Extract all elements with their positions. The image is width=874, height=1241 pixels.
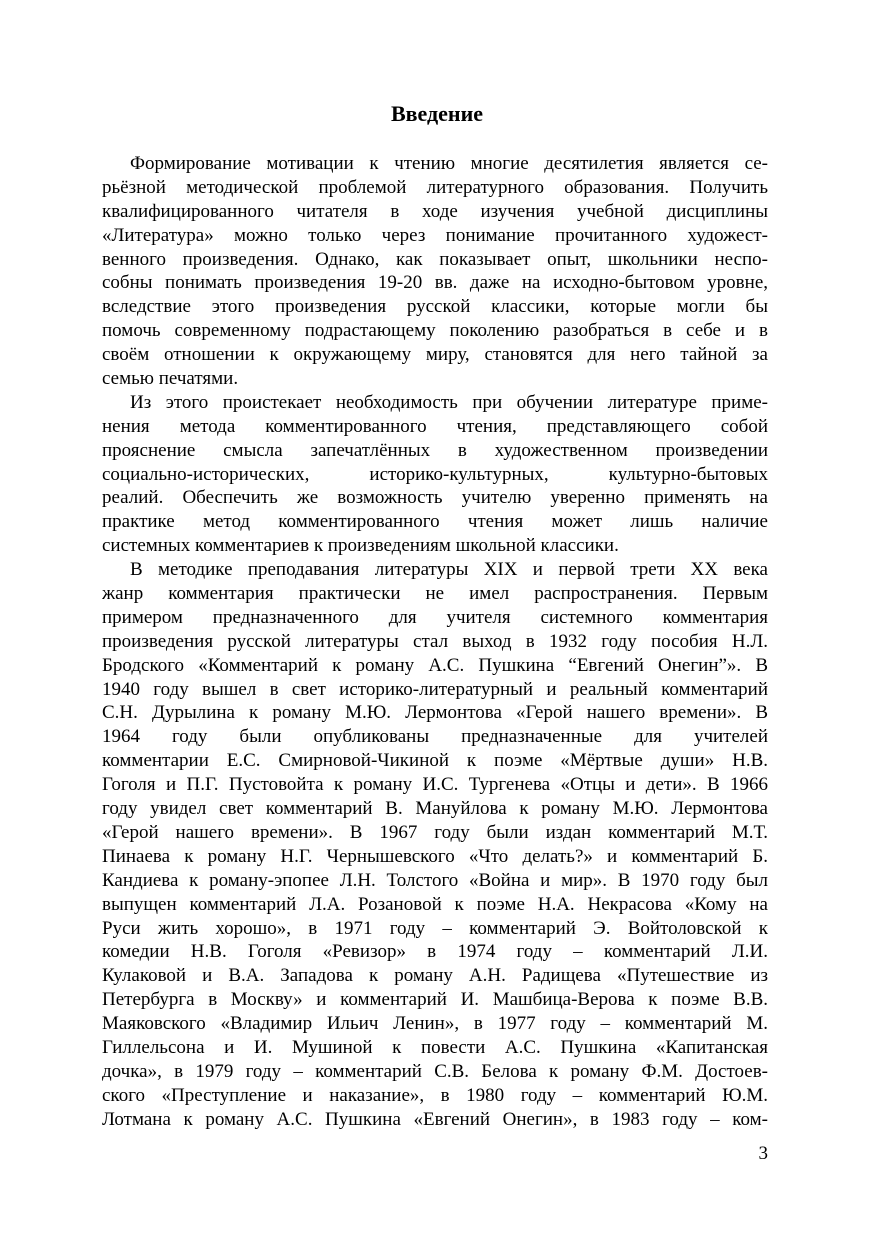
text-line: В методике преподавания литературы XIX и первой трети XX века — [130, 559, 768, 581]
paragraph — [102, 152, 768, 391]
text-line: помочь современному подрастающему поколению разобраться в себе и в — [102, 320, 768, 342]
text-line: Пинаева к роману Н.Г. Чернышевского «Что делать?» и комментарий Б. — [102, 845, 768, 867]
text-line: квалифицированного читателя в ходе изучения учебной дисциплины — [102, 200, 768, 222]
text-line: прояснение смысла запечатлённых в художественном произведении — [102, 439, 768, 461]
text-line: году увидел свет комментарий В. Мануйлова к роману М.Ю. Лермонтова — [102, 798, 768, 820]
text-line: рьёзной методической проблемой литературного образования. Получить — [102, 176, 768, 198]
text-line: Руси жить хорошо», в 1971 году – комментарий Э. Войтоловской к — [102, 917, 768, 939]
text-line: собны понимать произведения 19-20 вв. даже на исходно-бытовом уровне, — [102, 272, 768, 294]
page-title: Введение — [390, 101, 484, 126]
text-line: нения метода комментированного чтения, представляющего собой — [102, 415, 768, 437]
text-line: вследствие этого произведения русской классики, которые могли бы — [102, 296, 768, 318]
paragraph — [102, 391, 768, 558]
text-line: Формирование мотивации к чтению многие десятилетия является се- — [130, 153, 768, 174]
text-line: венного произведения. Однако, как показывает опыт, школьники неспо- — [102, 248, 768, 270]
text-line: примером предназначенного для учителя системного комментария — [102, 606, 768, 628]
text-line: Петербурга в Москву» и комментарий И. Машбица-Верова к поэме В.В. — [102, 989, 768, 1011]
text-line: дочка», в 1979 году – комментарий С.В. Белова к роману Ф.М. Достоев- — [102, 1060, 768, 1082]
text-line: Лотмана к роману А.С. Пушкина «Евгений Онегин», в 1983 году – ком- — [102, 1108, 768, 1130]
text-line: Маяковского «Владимир Ильич Ленин», в 1977 году – комментарий М. — [102, 1013, 768, 1035]
text-line: Из этого проистекает необходимость при обучении литературе приме- — [130, 391, 768, 413]
paragraph — [102, 558, 768, 1131]
text-line: семью печатями. — [102, 368, 239, 390]
text-line: С.Н. Дурылина к роману М.Ю. Лермонтова «Герой нашего времени». В — [102, 702, 768, 724]
text-line: Кандиева к роману-эпопее Л.Н. Толстого «Война и мир». В 1970 году был — [102, 869, 768, 891]
text-line: выпущен комментарий Л.А. Розановой к поэме Н.А. Некрасова «Кому на — [102, 893, 768, 915]
text-line: «Герой нашего времени». В 1967 году были издан комментарий М.Т. — [102, 821, 768, 843]
body-text — [102, 152, 768, 1132]
text-line: комедии Н.В. Гоголя «Ревизор» в 1974 году – комментарий Л.И. — [102, 941, 768, 963]
text-line: своём отношении к окружающему миру, становятся для него тайной за — [102, 344, 768, 366]
page-number: 3 — [758, 1143, 768, 1164]
text-line: Кулаковой и В.А. Западова к роману А.Н. Радищева «Путешествие из — [102, 965, 768, 987]
text-line: комментарии Е.С. Смирновой-Чикиной к поэме «Мёртвые души» Н.В. — [102, 750, 768, 772]
text-line: социально-исторических, историко-культурных, культурно-бытовых — [102, 463, 768, 485]
text-line: «Литература» можно только через понимание прочитанного художест- — [102, 224, 768, 246]
text-line: Гиллельсона и И. Мушиной к повести А.С. Пушкина «Капитанская — [102, 1036, 768, 1058]
text-line: ского «Преступление и наказание», в 1980 году – комментарий Ю.М. — [102, 1084, 768, 1106]
text-line: Бродского «Комментарий к роману А.С. Пушкина “Евгений Онегин”». В — [102, 654, 768, 676]
text-line: реалий. Обеспечить же возможность учителю уверенно применять на — [102, 487, 768, 509]
text-line: произведения русской литературы стал выход в 1932 году пособия Н.Л. — [102, 630, 768, 652]
text-line: 1940 году вышел в свет историко-литературный и реальный комментарий — [102, 678, 768, 700]
text-line: системных комментариев к произведениям школьной классики. — [102, 535, 619, 557]
text-line: жанр комментария практически не имел распространения. Первым — [102, 583, 768, 605]
text-line: 1964 году были опубликованы предназначенные для учителей — [102, 726, 768, 748]
text-line: Гоголя и П.Г. Пустовойта к роману И.С. Тургенева «Отцы и дети». В 1966 — [102, 774, 768, 796]
text-line: практике метод комментированного чтения может лишь наличие — [102, 511, 768, 533]
